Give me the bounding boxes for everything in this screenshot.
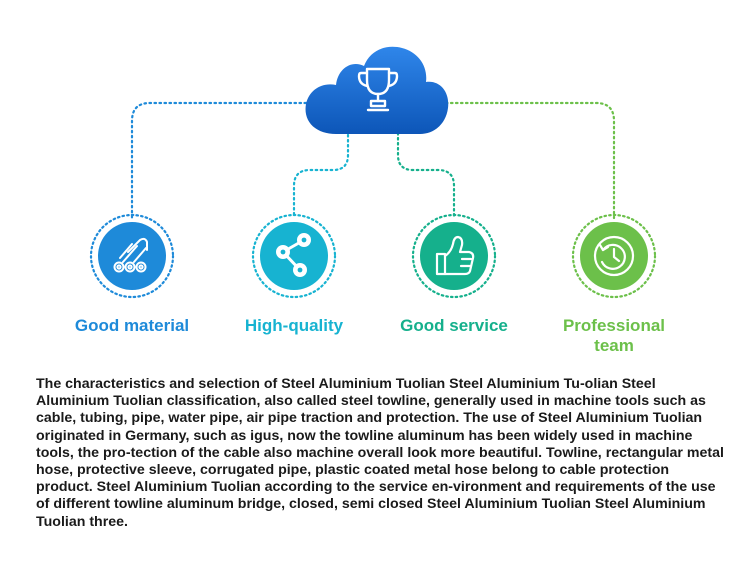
label-professional-team [519, 316, 709, 356]
feature-good-material [91, 215, 173, 297]
label-high-quality: High-quality [244, 316, 344, 335]
label-professional-team-line2: team [594, 336, 634, 355]
label-good-material: Good material [74, 316, 190, 335]
connector-material [132, 103, 316, 218]
feature-good-service [413, 215, 495, 297]
service-circle [420, 222, 488, 290]
connector-team [446, 103, 614, 218]
label-good-service: Good service [400, 316, 508, 335]
cloud [306, 47, 449, 134]
connector-service [398, 128, 454, 218]
material-circle [98, 222, 166, 290]
feature-high-quality [253, 215, 335, 297]
description-paragraph: The characteristics and selection of Steel Aluminium Tuolian Steel Aluminium Tu-olian Steel Aluminium Tuolian classification, also called steel towline, generally used in machine tools such as cable, tubing, pipe, water pipe, air pipe traction and protection. The use of Steel Aluminium Tuolian originated in Germany, such as igus, now the towline aluminum has been widely used in machine tools, the pro-tection of the cable also machine overall look more beautiful. Towline, rectangular metal hose, protective sleeve, corrugated pipe, plastic coated metal hose belong to cable protection product. Steel Aluminium Tuolian according to the service en-vironment and requirements of the use of different towline aluminum bridge, closed, semi closed Steel Aluminium Tuolian Steel Aluminium Tuolian three. [36, 376, 724, 530]
quality-circle [260, 222, 328, 290]
feature-professional-team [573, 215, 655, 297]
cloud-shape [306, 47, 449, 134]
connector-quality [294, 130, 348, 218]
label-professional-team-line1: Professional [562, 316, 666, 335]
